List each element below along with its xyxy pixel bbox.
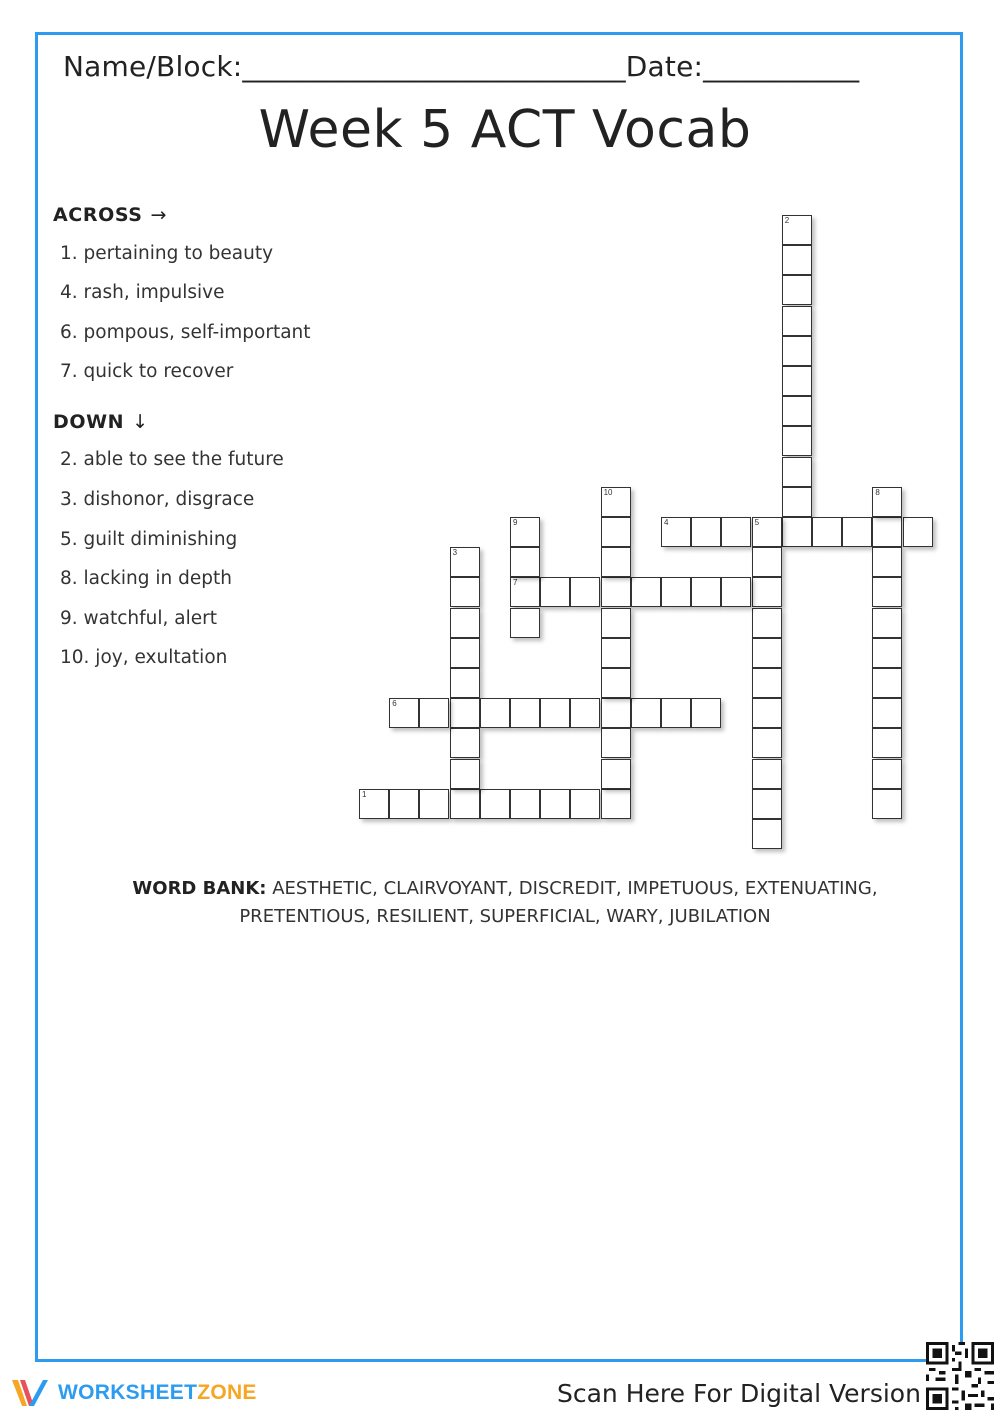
clue-down-5: 5. guilt diminishing xyxy=(60,529,238,550)
down-heading-label: DOWN xyxy=(53,411,125,433)
across-heading-label: ACROSS xyxy=(53,204,143,226)
logo-main: WORKSHEET xyxy=(58,1381,198,1404)
clue-number: 10 xyxy=(603,487,613,497)
clue-down-3: 3. dishonor, disgrace xyxy=(60,489,255,510)
scan-caption: Scan Here For Digital Version xyxy=(557,1379,921,1408)
worksheetzone-logo-icon xyxy=(10,1376,52,1410)
word-bank-words: AESTHETIC, CLAIRVOYANT, DISCREDIT, IMPETUOUS, EXTENUATING, PRETENTIOUS, RESILIENT, SUPERFICIAL, WARY, JUBILATION xyxy=(239,878,878,927)
clue-across-6: 6. pompous, self-important xyxy=(60,322,311,343)
logo-accent: ZONE xyxy=(197,1381,257,1404)
clue-down-9: 9. watchful, alert xyxy=(60,608,218,629)
clue-number: 3 xyxy=(452,548,458,558)
qr-code-icon[interactable] xyxy=(926,1342,994,1410)
clue-down-2: 2. able to see the future xyxy=(60,449,284,470)
clue-across-4: 4. rash, impulsive xyxy=(60,282,225,303)
clue-number: 9 xyxy=(513,518,518,527)
worksheetzone-logo[interactable] xyxy=(10,1376,257,1410)
clue-number: 2 xyxy=(784,216,790,225)
clue-number: 1 xyxy=(362,789,367,799)
arrow-down-icon: ↓ xyxy=(132,411,149,433)
across-heading xyxy=(53,204,167,226)
clue-number: 4 xyxy=(664,518,669,527)
clue-down-10: 10. joy, exultation xyxy=(60,647,228,668)
clue-number: 8 xyxy=(875,487,880,497)
word-bank-label: WORD BANK: xyxy=(132,878,267,899)
name-date-line[interactable]: Name/Block:___________________________Date:___________ xyxy=(63,50,860,83)
clue-number: 5 xyxy=(754,518,760,527)
clue-number: 7 xyxy=(513,578,518,588)
clue-number: 6 xyxy=(392,699,397,709)
logo-wordmark xyxy=(58,1381,257,1405)
page-title: Week 5 ACT Vocab xyxy=(258,100,752,160)
down-heading xyxy=(53,411,149,433)
page-frame xyxy=(35,32,963,1362)
word-bank xyxy=(100,875,910,931)
clue-across-7: 7. quick to recover xyxy=(60,361,234,382)
clue-across-1: 1. pertaining to beauty xyxy=(60,243,274,264)
arrow-right-icon: → xyxy=(150,204,168,226)
clue-down-8: 8. lacking in depth xyxy=(60,568,232,589)
